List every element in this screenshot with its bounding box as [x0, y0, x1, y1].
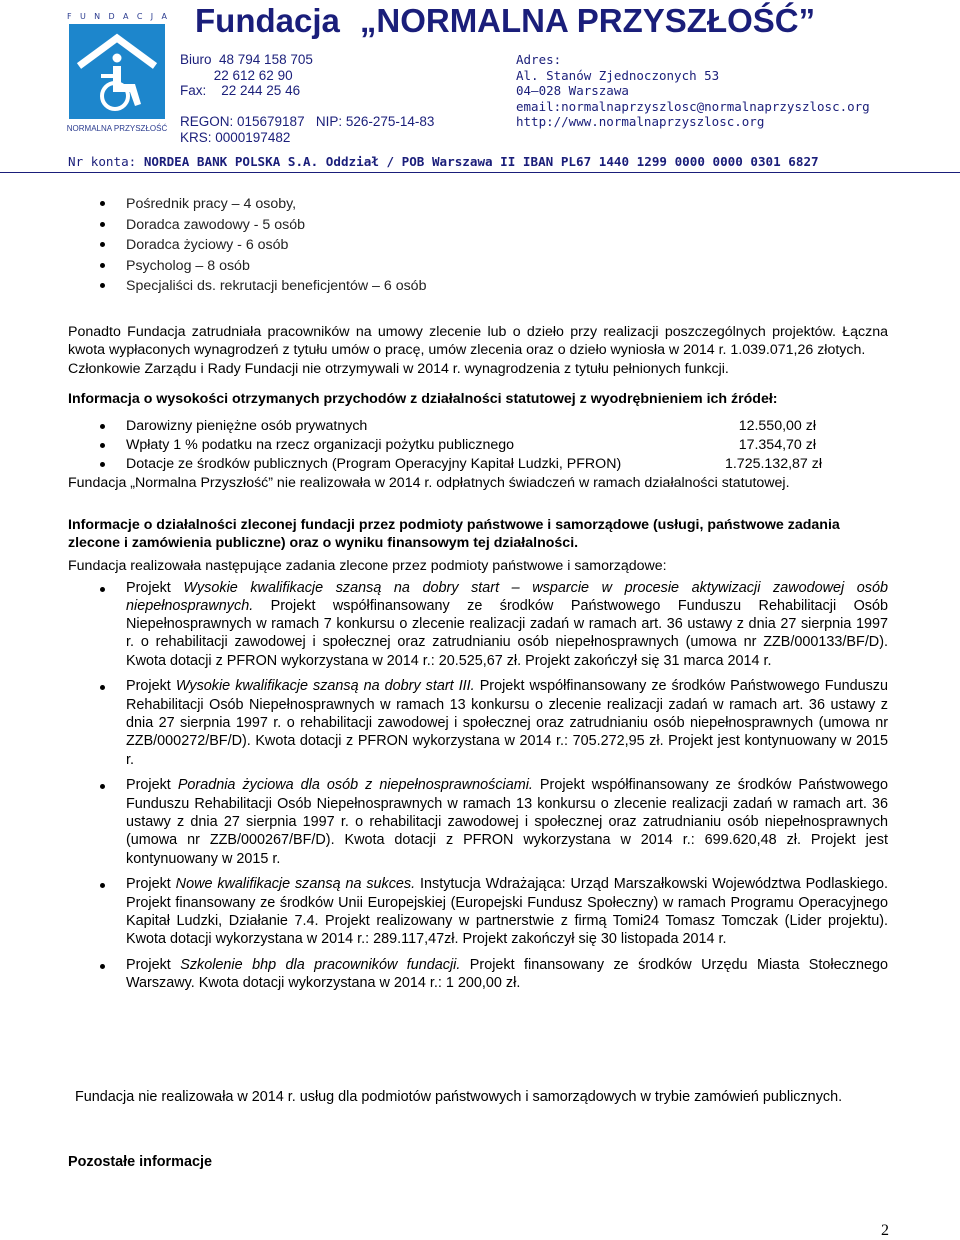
email-link[interactable]: email:normalnaprzyszlosc@normalnaprzyszlosc.org: [516, 98, 870, 114]
income-row: Darowizny pieniężne osób prywatnych 12.550,00 zł: [68, 417, 828, 436]
income-heading: Informacja o wysokości otrzymanych przychodów z działalności statutowej z wyodrębnieniem ich źródeł:: [68, 390, 778, 407]
foundation-title: Fundacja „NORMALNA PRZYSZŁOŚĆ”: [195, 2, 816, 39]
project-item: Projekt Nowe kwalifikacje szansą na sukces. Instytucja Wdrażająca: Urząd Marszałkowski Województwa Podlaskiego. Projekt finansowany ze środków Unii Europejskiej (Europejski Fundusz Społeczny) w ramach Programu Operacyjnego Kapitał Ludzki, Działanie 7.4. Projekt realizowany w partnerstwie z firmą Tomi24 Tomasz Tomczak (Lider projektu). Kwota dotacji wykorzystana w 2014 r.: 289.117,47zł. Projekt zakończył się 30 listopada 2014 r.: [68, 875, 888, 948]
income-row: Dotacje ze środków publicznych (Program Operacyjny Kapitał Ludzki, PFRON) 1.725.132,87 zł: [68, 455, 828, 474]
logo-caption: NORMALNA PRZYSZŁOŚĆ: [66, 124, 168, 133]
commissioned-heading: Informacje o działalności zleconej fundacji przez podmioty państwowe i samorządowe (usługi, państwowe zadania zlecone i zamówienia publiczne) oraz o wyniku finansowym tej działalności.: [68, 516, 840, 551]
foundation-logo: [67, 12, 167, 136]
project-name: Nowe kwalifikacje szansą na sukces.: [175, 876, 416, 893]
project-item: Projekt Poradnia życiowa dla osób z niepełnosprawnościami. Projekt współfinansowany ze środków Państwowego Funduszu Rehabilitacji Osób Niepełnosprawnych w ramach 13 konkursu o zlecenie realizacji zadań w ramach art. 36 ustawy z dnia 27 sierpnia 1997 r. o rehabilitacji zawodowej i społecznej oraz zatrudnianiu osób niepełnosprawnych (umowa nr ZZB/000267/BF/D). Kwota dotacji z PFRON wykorzystana w 2014 r.: 699.620,48 zł. Projekt jest kontynuowany w 2015 r.: [68, 776, 888, 867]
other-info-heading: Pozostałe informacje: [68, 1154, 212, 1170]
website-link[interactable]: http://www.normalnaprzyszlosc.org: [516, 114, 765, 129]
list-item: Pośrednik pracy – 4 osoby,: [68, 194, 888, 215]
staff-list: [68, 194, 888, 297]
income-list: [68, 417, 828, 474]
list-item: Psycholog – 8 osób: [68, 256, 888, 277]
salaries-paragraph: Ponadto Fundacja zatrudniała pracowników na umowy zlecenie lub o dzieło przy realizacji poszczególnych projektów. Łączna kwota wypłaconych wynagrodzeń z tytułu umów o pracę, umów zlecenia oraz o dzieło wyniosła w 2014 r. 1.039.071,26 złotych.: [68, 323, 888, 358]
letterhead: [0, 0, 960, 150]
project-name: Wysokie kwalifikacje szansą na dobry start III.: [175, 678, 475, 695]
list-item: Doradca życiowy - 6 osób: [68, 235, 888, 256]
board-paragraph: Członkowie Zarządu i Rady Fundacji nie otrzymywali w 2014 r. wynagrodzenia z tytułu pełnionych funkcji.: [68, 360, 729, 377]
bank-account: Nr konta: NORDEA BANK POLSKA S.A. Oddział / POB Warszawa II IBAN PL67 1440 1299 0000 0000 0301 6827: [68, 154, 819, 169]
page-number: 2: [881, 1222, 889, 1239]
report-body: [68, 180, 888, 993]
project-item: Projekt Wysokie kwalifikacje szansą na dobry start – wsparcie w procesie aktywizacji zawodowej osób niepełnosprawnych. Projekt współfinansowany ze środków Państwowego Funduszu Rehabilitacji Osób Niepełnosprawnych w ramach 7 konkursu o zlecenie realizacji zadań w ramach art. 36 ustawy z dnia 27 sierpnia 1997 r. o rehabilitacji zawodowej i społecznej oraz zatrudnianiu osób niepełnosprawnych (umowa nr ZZB/000133/BF/D). Kwota dotacji z PFRON wykorzystana w 2014 r.: 20.525,67 zł. Projekt zakończył się 31 marca 2014 r.: [68, 579, 888, 670]
paid-services-note: Fundacja „Normalna Przyszłość” nie realizowała w 2014 r. odpłatnych świadczeń w ramach działalności statutowej.: [68, 474, 790, 491]
project-name: Szkolenie bhp dla pracowników fundacji.: [180, 957, 461, 974]
header-divider: [0, 172, 960, 173]
wheelchair-house-icon: [69, 24, 165, 119]
logo-emblem: [69, 24, 165, 119]
contact-phones-registry: Biuro 48 794 158 705 22 612 62 90 Fax: 22 244 25 46 REGON: 015679187 NIP: 526-275-14-83 KRS: 0000197482: [180, 52, 435, 145]
commissioned-intro: Fundacja realizowała następujące zadania zlecone przez podmioty państwowe i samorządowe:: [68, 557, 667, 574]
list-item: Doradca zawodowy - 5 osób: [68, 215, 888, 236]
project-name: Poradnia życiowa dla osób z niepełnosprawnościami.: [177, 777, 533, 794]
income-row: Wpłaty 1 % podatku na rzecz organizacji pożytku publicznego 17.354,70 zł: [68, 436, 828, 455]
project-item: Projekt Szkolenie bhp dla pracowników fundacji. Projekt finansowany ze środków Urzędu Miasta Stołecznego Warszawy. Kwota dotacji wykorzystana w 2014 r.: 1 200,00 zł.: [68, 956, 888, 993]
projects-list: [68, 579, 888, 993]
public-procurement-note: Fundacja nie realizowała w 2014 r. usług dla podmiotów państwowych i samorządowych w trybie zamówień publicznych.: [75, 1089, 843, 1105]
list-item: Specjaliści ds. rekrutacji beneficjentów – 6 osób: [68, 276, 888, 297]
project-name: Wysokie kwalifikacje szansą na dobry start – wsparcie w procesie aktywizacji zawodowej osób niepełnosprawnych.: [126, 579, 888, 614]
logo-letters: F U N D A C J A: [67, 12, 167, 21]
project-item: Projekt Wysokie kwalifikacje szansą na dobry start III. Projekt współfinansowany ze środków Państwowego Funduszu Rehabilitacji Osób Niepełnosprawnych w ramach 13 konkursu o zlecenie realizacji zadań w ramach art. 36 ustawy z dnia 27 sierpnia 1997 r. o rehabilitacji zawodowej i społecznej oraz zatrudnianiu osób niepełnosprawnych (umowa nr ZZB/000272/BF/D). Kwota dotacji z PFRON wykorzystana w 2014 r.: 705.272,95 zł. Projekt jest kontynuowany w 2015 r.: [68, 677, 888, 768]
contact-address: Adres: Al. Stanów Zjednoczonych 53 04–028 Warszawa email:normalnaprzyszlosc@normalnaprzyszlosc.org http://www.normalnaprzyszlosc.org: [516, 52, 870, 129]
